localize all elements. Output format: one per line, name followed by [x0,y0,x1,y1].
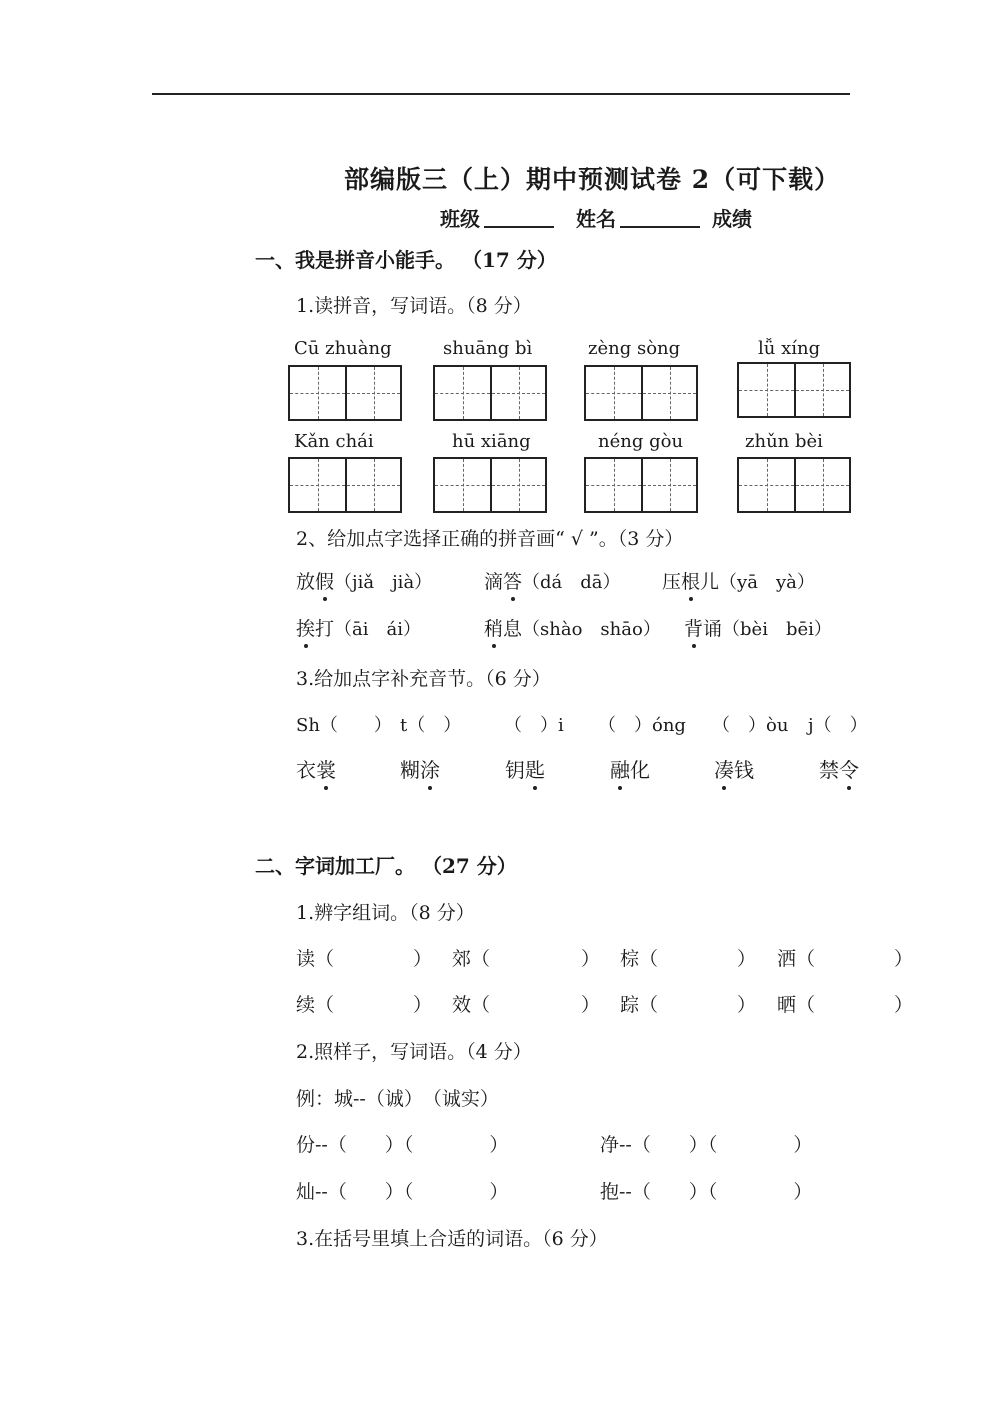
char: 糊 [400,758,420,782]
pinyin-label: zèng sòng [588,338,681,359]
bracket-close: ） [413,994,433,1016]
bracket-close: ） [894,948,914,970]
dotted-word [505,754,545,783]
char: 钥 [505,758,525,782]
char: 化 [630,758,650,782]
writing-grid[interactable] [433,457,547,513]
dotted-char: 根 [681,567,700,594]
writing-grid[interactable] [433,365,547,421]
pinyin-label: zhǔn bèi [745,431,823,452]
dotted-word [296,754,336,783]
pinyin-choice[interactable] [484,614,661,641]
pinyin-label: néng gòu [598,431,684,452]
pinyin-options: （bèi bēi） [722,619,832,640]
syllable-blank[interactable]: （ ）óng [598,715,686,736]
writing-grid[interactable] [737,457,851,513]
word-group-blank[interactable]: 效（ [452,994,491,1016]
pinyin-choice[interactable] [484,567,621,594]
bracket-close: ） [581,948,601,970]
pattern-blank[interactable]: 灿--（ ）（ ） [296,1181,509,1203]
pinyin-label: shuāng bì [443,338,533,359]
writing-grid[interactable] [584,365,698,421]
char: 放 [296,571,316,593]
bracket-close: ） [737,994,757,1016]
pattern-blank[interactable]: 抱--（ ）（ ） [600,1181,813,1203]
dotted-char: 涂 [420,754,440,783]
syllable-blank[interactable]: j（ ） [808,715,868,736]
char: 衣 [296,758,316,782]
syllable-blank[interactable]: t（ ） [400,715,462,736]
dotted-word [610,754,650,783]
dotted-word [819,754,859,783]
bracket-close: ） [413,948,433,970]
bracket-close: ） [581,994,601,1016]
pinyin-options: （yā yà） [719,572,815,593]
pinyin-choice[interactable] [296,614,421,641]
name-blank[interactable] [620,206,700,228]
s1-q3-prompt: 3.给加点字补充音节。（6 分） [296,668,551,690]
dotted-word [714,754,754,783]
word-group-blank[interactable]: 棕（ [620,948,659,970]
dotted-char: 挨 [296,614,315,641]
dotted-char: 稍 [484,614,503,641]
dotted-char: 假 [315,567,334,594]
writing-grid[interactable] [737,362,851,418]
char: 儿 [700,571,720,593]
writing-grid[interactable] [288,365,402,421]
word-group-blank[interactable]: 洒（ [777,948,816,970]
pinyin-choice[interactable] [684,614,832,641]
syllable-blank[interactable]: （ ）i [504,715,564,736]
char: 打 [315,618,335,640]
dotted-char: 令 [839,754,859,783]
word-group-blank[interactable]: 晒（ [777,994,816,1016]
top-rule [152,93,850,95]
char: 压 [662,571,682,593]
s2-q3-prompt: 3.在括号里填上合适的词语。（6 分） [296,1228,608,1250]
pinyin-label: Cū zhuàng [294,338,392,359]
char: 息 [503,618,523,640]
dotted-char: 背 [684,614,703,641]
example-text: 例：城--（诚） （诚实） [296,1088,499,1110]
s2-q1-prompt: 1.辨字组词。（8 分） [296,902,475,924]
dotted-char: 答 [503,567,522,594]
section1-heading: 一、我是拼音小能手。 （17 分） [255,248,557,272]
bracket-close: ） [737,948,757,970]
word-group-blank[interactable]: 踪（ [620,994,659,1016]
class-label: 班级 [440,207,480,231]
page-title: 部编版三（上）期中预测试卷 2（可下载） [344,165,841,194]
char: 钱 [734,758,754,782]
word-group-blank[interactable]: 续（ [296,994,335,1016]
word-group-blank[interactable]: 郊（ [452,948,491,970]
pinyin-label: lǚ xíng [758,338,821,359]
pinyin-choice[interactable] [662,567,815,594]
pinyin-options: （āi ái） [334,619,422,640]
syllable-blank[interactable]: （ ）òu [712,715,789,736]
s2-q2-prompt: 2.照样子，写词语。（4 分） [296,1041,532,1063]
word-group-blank[interactable]: 读（ [296,948,335,970]
pattern-blank[interactable]: 净--（ ）（ ） [600,1134,813,1156]
pinyin-choice[interactable] [296,567,432,594]
pinyin-options: （jiǎ jià） [334,572,433,593]
class-blank[interactable] [484,206,554,228]
char: 诵 [703,618,723,640]
pinyin-options: （shào shāo） [522,619,661,640]
char: 禁 [819,758,839,782]
pinyin-label: Kǎn chái [294,431,374,452]
dotted-char: 匙 [525,754,545,783]
s1-q2-prompt: 2、给加点字选择正确的拼音画“ √ ”。（3 分） [296,528,684,550]
pinyin-label: hū xiāng [452,431,531,452]
dotted-word [400,754,440,783]
section2-heading: 二、字词加工厂。 （27 分） [255,854,517,878]
pattern-blank[interactable]: 份--（ ）（ ） [296,1134,509,1156]
pinyin-options: （dá dā） [522,572,621,593]
syllable-blank[interactable]: Sh（ ） [296,715,392,736]
s1-q1-prompt: 1.读拼音，写词语。（8 分） [296,295,532,317]
dotted-char: 裳 [316,754,336,783]
writing-grid[interactable] [288,457,402,513]
name-label: 姓名 [576,207,616,231]
writing-grid[interactable] [584,457,698,513]
score-label: 成绩 [712,207,752,231]
dotted-char: 融 [610,754,630,783]
bracket-close: ） [894,994,914,1016]
dotted-char: 凑 [714,754,734,783]
char: 滴 [484,571,504,593]
